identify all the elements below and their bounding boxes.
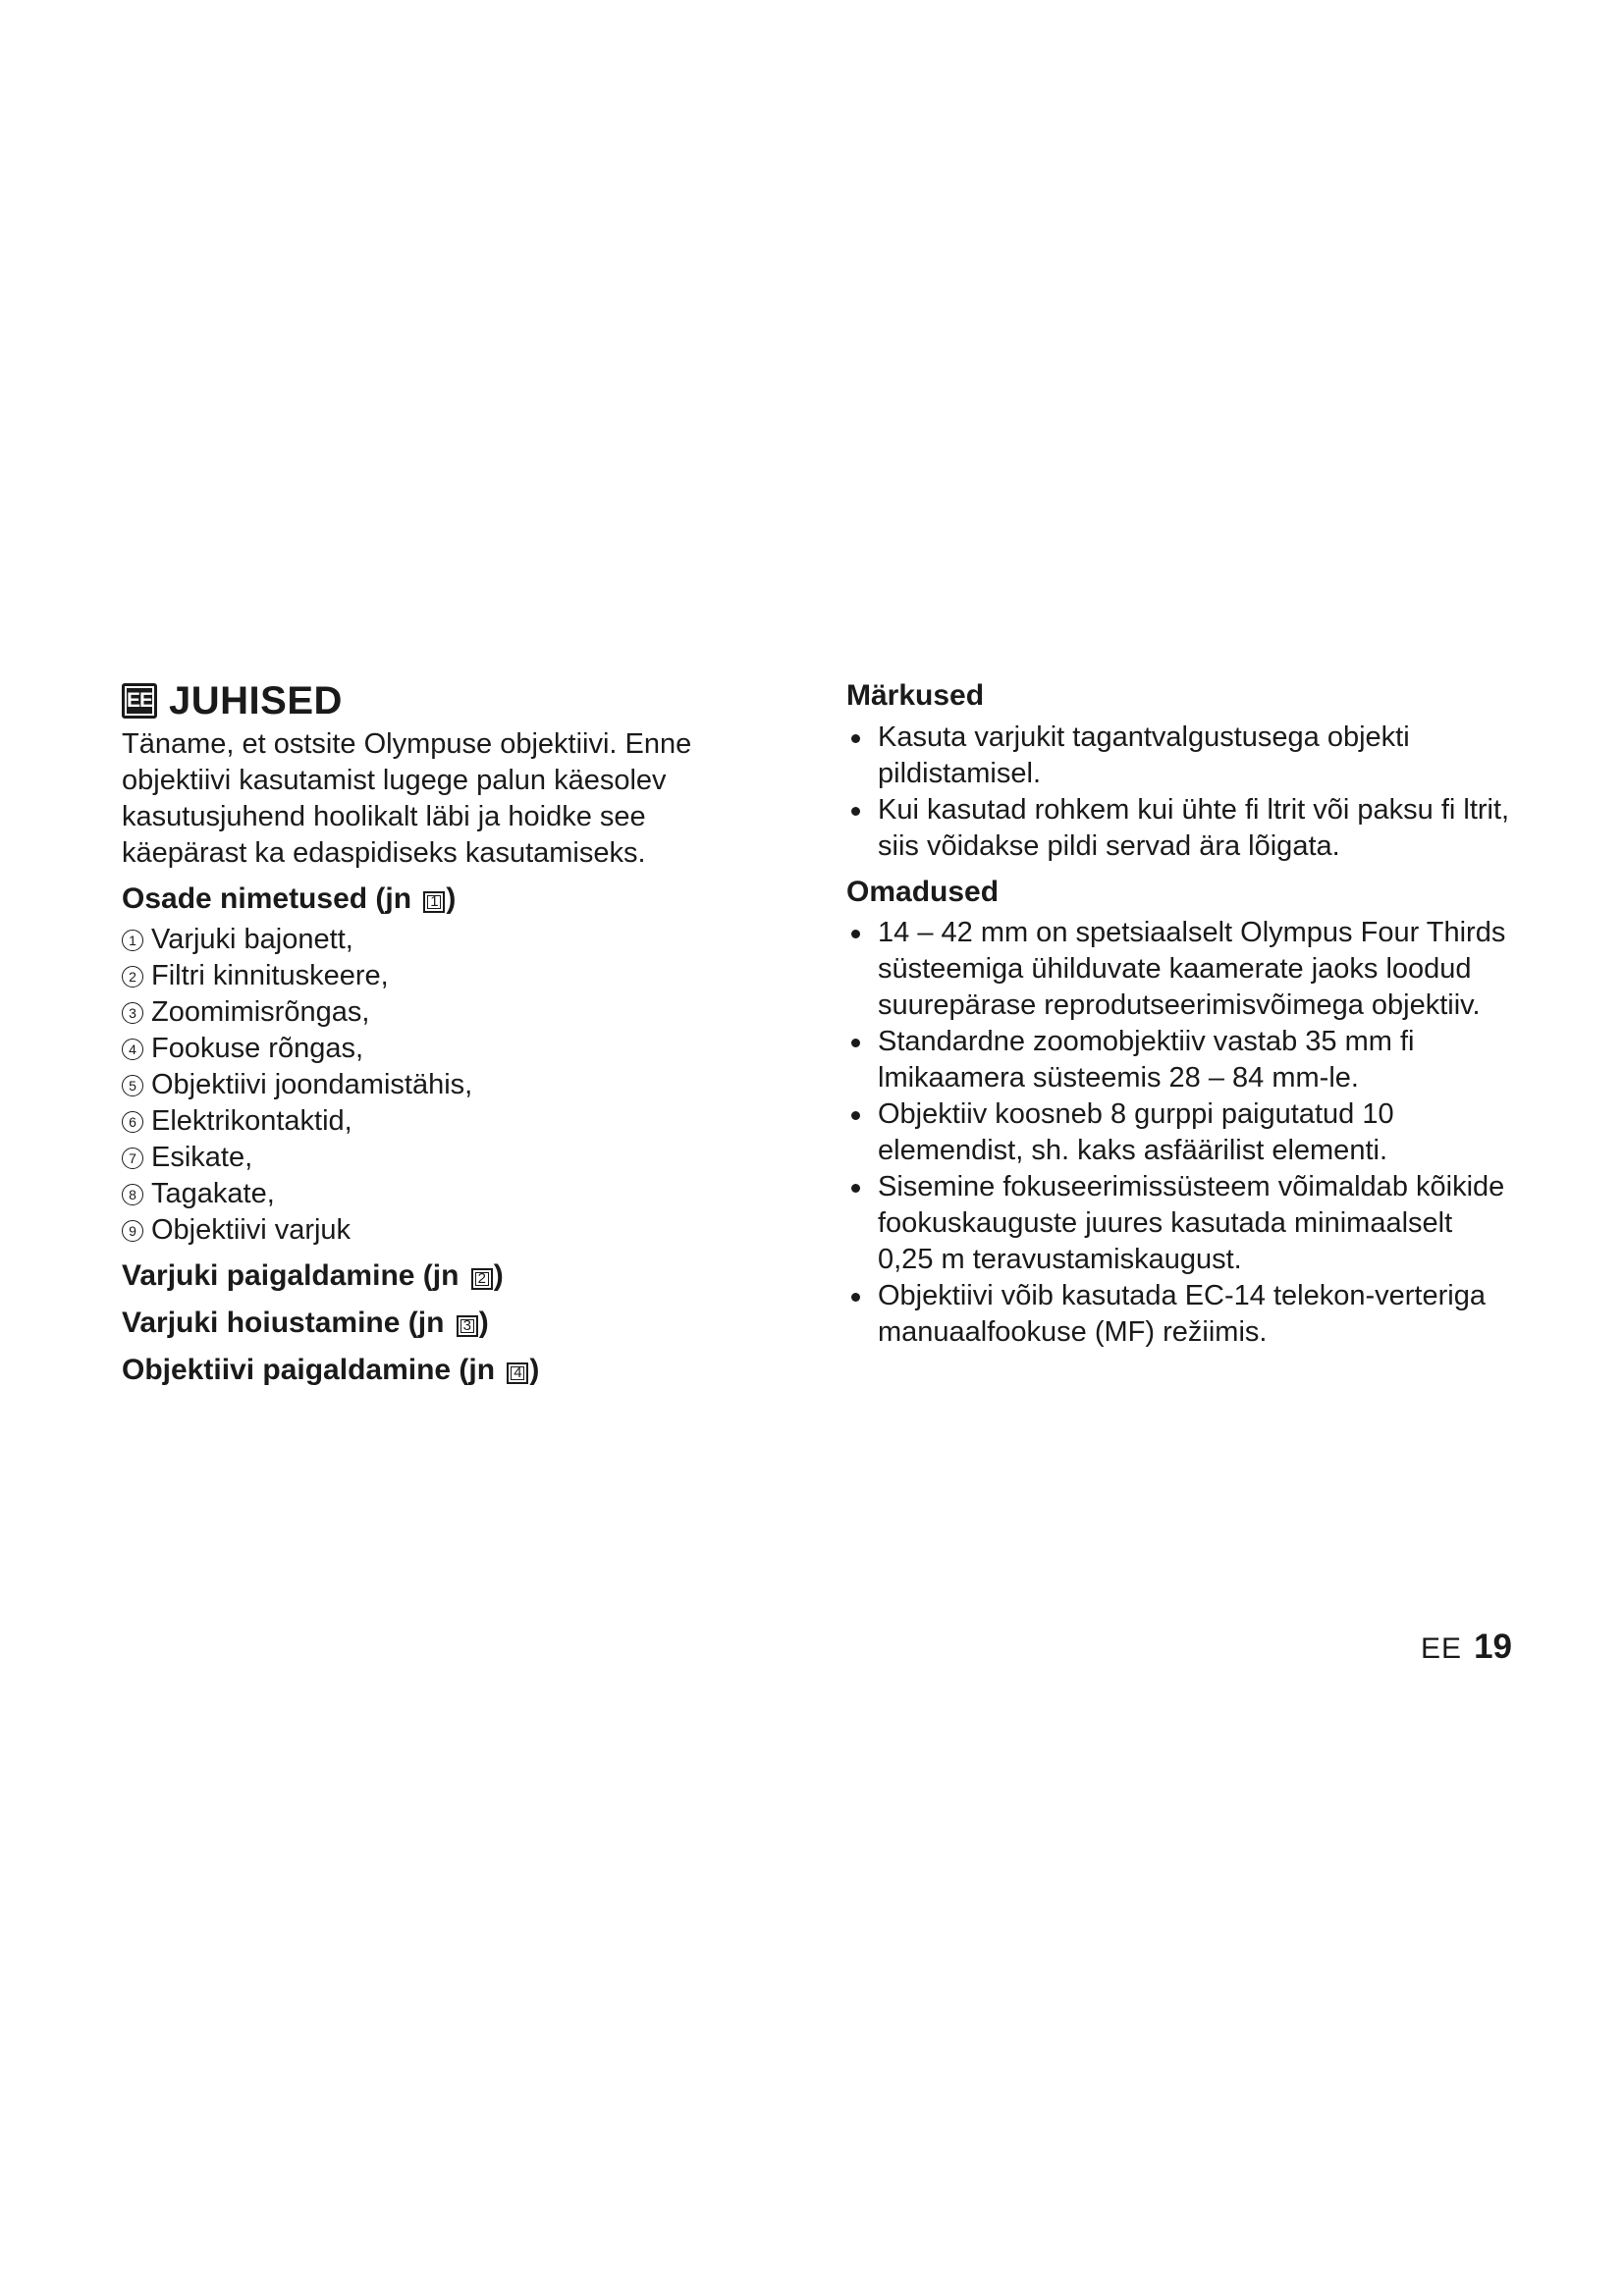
right-column bbox=[846, 675, 1514, 1351]
list-item bbox=[122, 1067, 770, 1103]
list-item: Standardne zoomobjektiiv vastab 35 mm fi lmikaamera süsteemis 28 – 84 mm-le. bbox=[846, 1024, 1514, 1096]
list-item bbox=[122, 1103, 770, 1140]
list-item bbox=[122, 1176, 770, 1212]
part-label: Fookuse rõngas, bbox=[151, 1033, 364, 1064]
lens-attach-heading bbox=[122, 1351, 770, 1390]
part-label: Objektiivi varjuk bbox=[151, 1214, 352, 1246]
list-item: Kui kasutad rohkem kui ühte fi ltrit või paksu fi ltrit, siis võidakse pildi servad ära lõigata. bbox=[846, 792, 1514, 865]
hood-store-heading bbox=[122, 1304, 770, 1343]
part-label: Tagakate, bbox=[151, 1178, 275, 1209]
parts-list bbox=[122, 922, 770, 1249]
hood-attach-heading-text: Varjuki paigaldamine (jn bbox=[122, 1259, 467, 1292]
intro-paragraph: Täname, et ostsite Olympuse objektiivi. Enne objektiivi kasutamist lugege palun käesolev kasutusjuhend hoolikalt läbi ja hoidke see käepärast ka edaspidiseks kasutamiseks. bbox=[122, 728, 692, 869]
lens-attach-heading-text: Objektiivi paigaldamine (jn bbox=[122, 1354, 504, 1386]
page-number: 19 bbox=[1474, 1628, 1512, 1666]
circled-number-icon: 1 bbox=[122, 930, 143, 951]
list-item bbox=[122, 922, 770, 958]
list-item bbox=[122, 1212, 770, 1249]
paren: ) bbox=[478, 1307, 489, 1339]
left-column bbox=[122, 675, 770, 1393]
part-label: Esikate, bbox=[151, 1142, 253, 1173]
circled-number-icon: 8 bbox=[122, 1184, 143, 1205]
hood-store-heading-text: Varjuki hoiustamine (jn bbox=[122, 1307, 453, 1339]
list-item: Objektiivi võib kasutada EC-14 telekon-verteriga manuaalfookuse (MF) režiimis. bbox=[846, 1278, 1514, 1351]
paren: ) bbox=[529, 1354, 540, 1386]
part-label: Objektiivi joondamistähis, bbox=[151, 1069, 473, 1100]
notes-heading: Märkused bbox=[846, 679, 985, 712]
parts-heading bbox=[122, 880, 770, 919]
part-label: Zoomimisrõngas, bbox=[151, 996, 370, 1028]
list-item bbox=[122, 994, 770, 1031]
notes-list bbox=[846, 720, 1514, 865]
list-item bbox=[122, 1140, 770, 1176]
parts-heading-text: Osade nimetused (jn bbox=[122, 882, 420, 915]
features-heading: Omadused bbox=[846, 876, 1000, 908]
list-item bbox=[122, 1031, 770, 1067]
paren: ) bbox=[493, 1259, 504, 1292]
figure-ref-icon: 2 bbox=[471, 1268, 493, 1290]
part-label: Varjuki bajonett, bbox=[151, 924, 353, 955]
hood-attach-heading bbox=[122, 1256, 770, 1296]
page-title: JUHISED bbox=[169, 679, 343, 722]
title-row bbox=[122, 675, 770, 726]
part-label: Filtri kinnituskeere, bbox=[151, 960, 389, 991]
circled-number-icon: 5 bbox=[122, 1075, 143, 1096]
list-item: Kasuta varjukit tagantvalgustusega objekti pildistamisel. bbox=[846, 720, 1514, 792]
paren: ) bbox=[446, 882, 457, 915]
figure-ref-icon: 3 bbox=[457, 1315, 478, 1337]
list-item bbox=[122, 958, 770, 994]
figure-ref-icon: 4 bbox=[507, 1362, 528, 1384]
list-item: Objektiiv koosneb 8 gurppi paigutatud 10 elemendist, sh. kaks asfäärilist elementi. bbox=[846, 1096, 1514, 1169]
circled-number-icon: 6 bbox=[122, 1111, 143, 1133]
list-item: Sisemine fokuseerimissüsteem võimaldab kõikide fookuskauguste juures kasutada minimaalselt 0,25 m teravustamiskaugust. bbox=[846, 1169, 1514, 1278]
language-badge-icon: EE bbox=[122, 683, 157, 719]
figure-ref-icon: 1 bbox=[423, 891, 445, 913]
part-label: Elektrikontaktid, bbox=[151, 1105, 352, 1137]
circled-number-icon: 9 bbox=[122, 1220, 143, 1242]
footer-language: EE bbox=[1421, 1632, 1463, 1665]
circled-number-icon: 7 bbox=[122, 1148, 143, 1169]
features-list bbox=[846, 915, 1514, 1351]
page-footer bbox=[1421, 1628, 1512, 1667]
list-item: 14 – 42 mm on spetsiaalselt Olympus Four Thirds süsteemiga ühilduvate kaamerate jaoks loodud suurepärase reprodutseerimisvõimega objektiiv. bbox=[846, 915, 1514, 1024]
circled-number-icon: 4 bbox=[122, 1039, 143, 1060]
circled-number-icon: 3 bbox=[122, 1002, 143, 1024]
circled-number-icon: 2 bbox=[122, 966, 143, 988]
